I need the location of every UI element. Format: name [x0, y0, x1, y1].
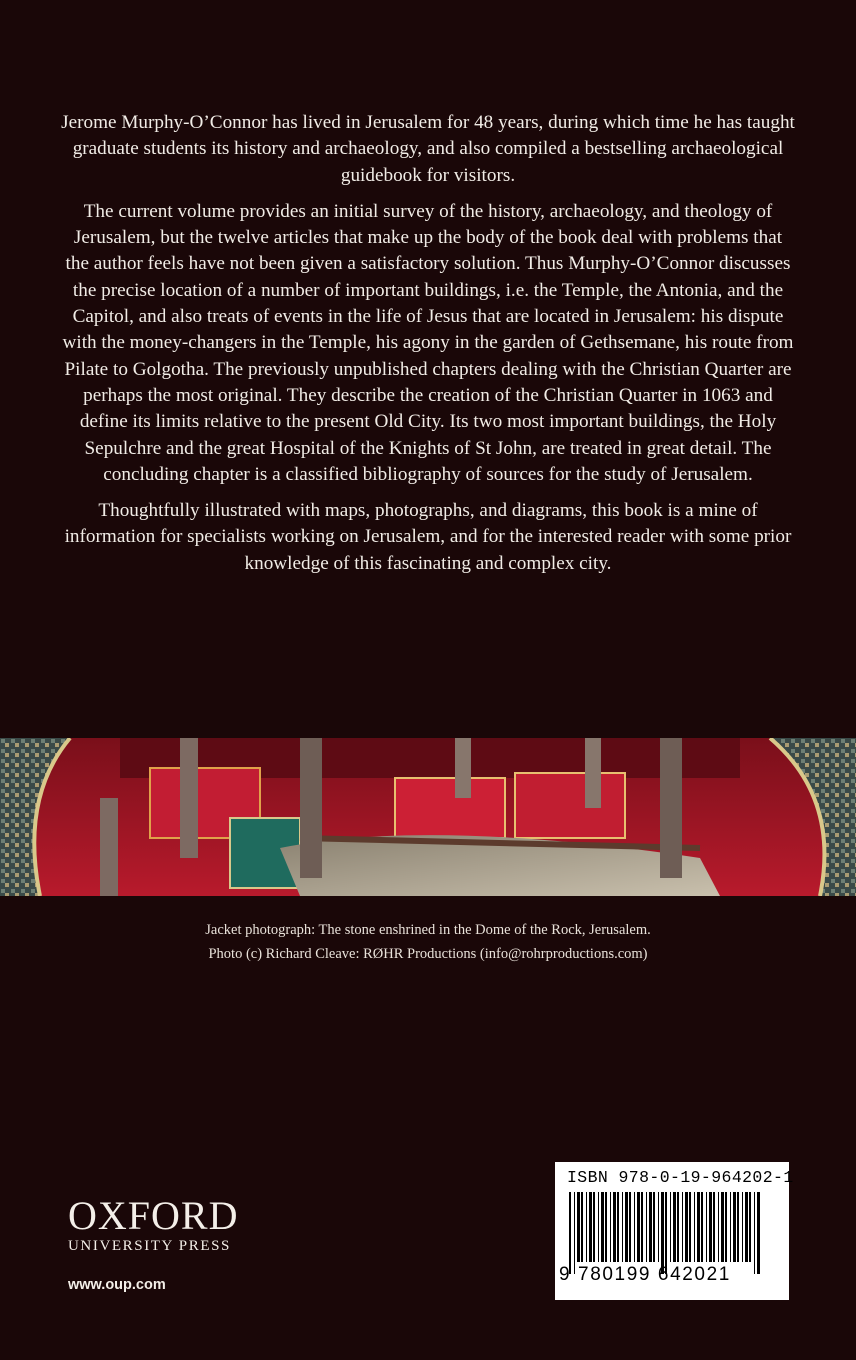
barcode-bar: [649, 1192, 652, 1262]
barcode-bar: [733, 1192, 736, 1262]
barcode-bar: [646, 1192, 647, 1262]
barcode-bar: [670, 1192, 671, 1262]
barcode-bar: [737, 1192, 739, 1262]
barcode-bar: [629, 1192, 631, 1262]
barcode-bar: [721, 1192, 724, 1262]
publisher-block: [68, 1193, 328, 1293]
photo-credit-line-1: Jacket photograph: The stone enshrined in the Dome of the Rock, Jerusalem.: [205, 922, 651, 938]
barcode-bars: [569, 1192, 775, 1274]
barcode-bar: [589, 1192, 592, 1262]
barcode-bar: [757, 1192, 760, 1274]
barcode-digits: 9 780199 642021: [559, 1264, 731, 1285]
barcode-bar: [749, 1192, 751, 1262]
publisher-url[interactable]: www.oup.com: [68, 1277, 166, 1293]
barcode-bar: [641, 1192, 643, 1262]
barcode-bar: [718, 1192, 719, 1262]
barcode-bar: [661, 1192, 664, 1274]
blurb-paragraph-contents: The current volume provides an initial survey of the history, archaeology, and theology of Jerusalem, but the twelve articles that make up the body of the book deal with problems that the author feels have not been given a satisfactory solution. Thus Murphy-O’Connor discusses the precise location of a number of important buildings, i.e. the Temple, the Antonia, and the Capitol, and also treats of events in the life of Jesus that are located in Jerusalem: his dispute with the money-changers in the Temple, his agony in the garden of Gethsemane, his route from Pilate to Golgotha. The previously unpublished chapters dealing with the Christian Quarter are perhaps the most original. They describe the creation of the Christian Quarter in 1063 and define its limits relative to the present Old City. Its two most important buildings, the Holy Sepulchre and the great Hospital of the Knights of St John, are treated in great detail. The concluding chapter is a classified bibliography of sources for the study of Jerusalem.: [62, 200, 794, 485]
isbn-barcode: [555, 1162, 794, 1300]
barcode-bar: [601, 1192, 604, 1262]
barcode-bar: [725, 1192, 727, 1262]
barcode-bar: [625, 1192, 628, 1262]
barcode-bar: [598, 1192, 599, 1262]
barcode-bar: [730, 1192, 731, 1262]
photo-credit-line-2: Photo (c) Richard Cleave: RØHR Productions (info@rohrproductions.com): [208, 946, 648, 962]
barcode-bar: [653, 1192, 655, 1262]
barcode-bar: [593, 1192, 595, 1262]
barcode-bar: [673, 1192, 676, 1262]
barcode-bar: [754, 1192, 755, 1274]
barcode-bar: [610, 1192, 611, 1262]
barcode-bar: [689, 1192, 691, 1262]
barcode-bar: [677, 1192, 679, 1262]
publisher-name: OXFORD: [68, 1193, 239, 1238]
barcode-bar: [634, 1192, 635, 1262]
barcode-bar: [713, 1192, 715, 1262]
barcode-bar: [685, 1192, 688, 1262]
jacket-photograph: [0, 738, 856, 896]
barcode-bar: [658, 1192, 659, 1262]
barcode-bar: [694, 1192, 695, 1262]
barcode-bar: [745, 1192, 748, 1262]
barcode-bar: [613, 1192, 616, 1262]
barcode-bar: [682, 1192, 683, 1262]
barcode-bar: [581, 1192, 583, 1262]
barcode-bar: [586, 1192, 587, 1262]
barcode-bar: [709, 1192, 712, 1262]
barcode-bar: [569, 1192, 571, 1274]
barcode-bar: [637, 1192, 640, 1262]
publisher-subtitle: UNIVERSITY PRESS: [68, 1238, 231, 1254]
barcode-bar: [706, 1192, 707, 1262]
barcode-bar: [605, 1192, 607, 1262]
barcode-bar: [701, 1192, 703, 1262]
barcode-bar: [577, 1192, 580, 1262]
photo-credit: [120, 918, 736, 966]
barcode-bar: [665, 1192, 667, 1274]
barcode-bar: [617, 1192, 619, 1262]
barcode-bar: [574, 1192, 575, 1274]
barcode-bar: [697, 1192, 700, 1262]
barcode-bar: [742, 1192, 743, 1262]
isbn-label: ISBN 978-0-19-964202-1: [567, 1168, 794, 1187]
barcode-bar: [622, 1192, 623, 1262]
blurb-paragraph-summary: Thoughtfully illustrated with maps, photographs, and diagrams, this book is a mine of information for specialists working on Jerusalem, and for the interested reader with some prior knowledge of this fascinating and complex city.: [64, 500, 792, 574]
back-cover-blurb: [60, 110, 796, 587]
blurb-paragraph-author: Jerome Murphy-O’Connor has lived in Jerusalem for 48 years, during which time he has taught graduate students its history and archaeology, and also compiled a bestselling archaeological guidebook for visitors.: [61, 112, 795, 186]
